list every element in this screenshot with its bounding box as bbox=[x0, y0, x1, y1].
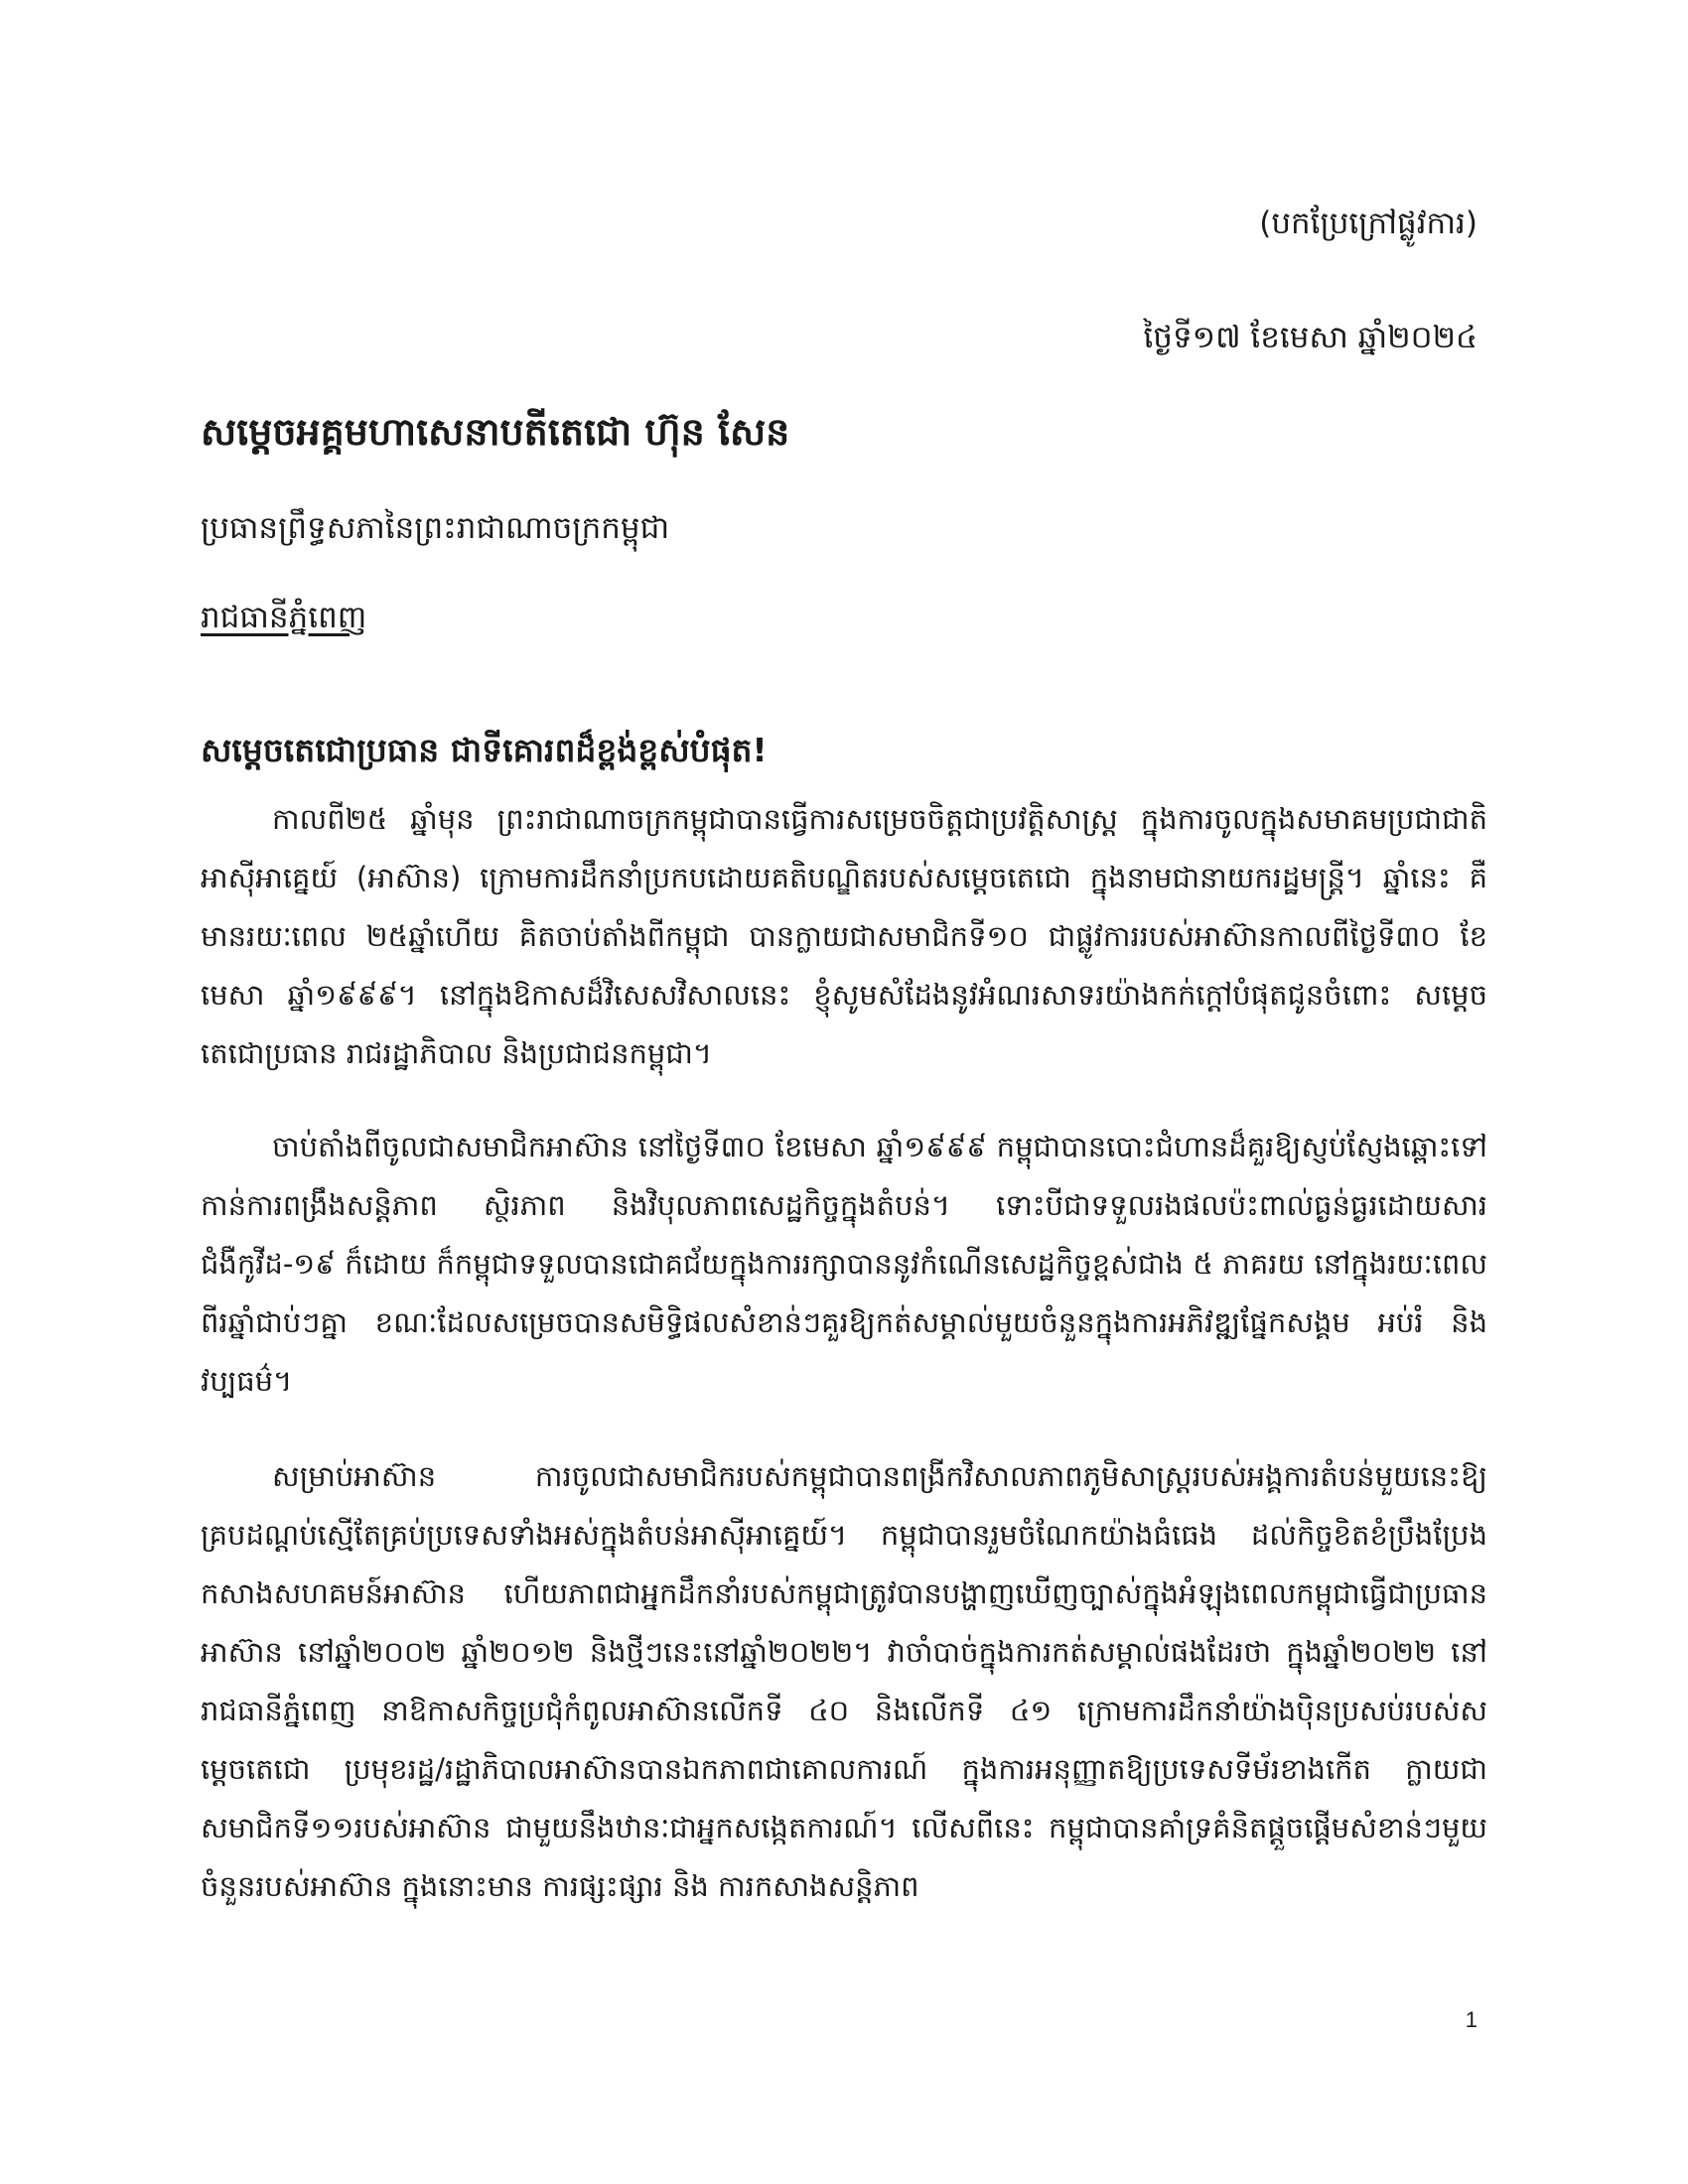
translation-note: (បកប្រែក្រៅផ្លូវការ) bbox=[1259, 205, 1477, 241]
body-paragraph-2: ចាប់តាំងពីចូលជាសមាជិកអាស៊ាន នៅថ្ងៃទី៣០ ខែមេសា ឆ្នាំ១៩៩៩ កម្ពុជាបានបោះជំហានដ៏គួរឱ្យស្ញប់ស្ញែងឆ្ពោះទៅកាន់ការពង្រឹងសន្តិភាព ស្ថិរភាព និងវិបុលភាពសេដ្ឋកិច្ចក្នុងតំបន់។ ទោះបីជាទទួលរងផលប៉ះពាល់ធ្ងន់ធ្ងរដោយសារជំងឺកូវីដ-១៩ ក៏ដោយ ក៏កម្ពុជាទទួលបានជោគជ័យក្នុងការរក្សាបាននូវកំណើនសេដ្ឋកិច្ចខ្ពស់ជាង ៥ ភាគរយ នៅក្នុងរយៈពេលពីរឆ្នាំជាប់ៗគ្នា ខណៈដែលសម្រេចបានសមិទ្ធិផលសំខាន់ៗគួរឱ្យកត់សម្គាល់មួយចំនួនក្នុងការអភិវឌ្ឍផ្នែកសង្គម អប់រំ និងវប្បធម៌។ bbox=[201, 1130, 1487, 1398]
recipient-location: រាជធានីភ្នំពេញ bbox=[201, 600, 367, 635]
body-paragraph-3: សម្រាប់អាស៊ាន ការចូលជាសមាជិករបស់កម្ពុជាបានពង្រីកវិសាលភាពភូមិសាស្ត្ររបស់អង្គការតំបន់មួយនេះឱ្យគ្របដណ្តប់ស្មើតែគ្រប់ប្រទេសទាំងអស់ក្នុងតំបន់អាស៊ីអាគ្នេយ៍។ កម្ពុជាបានរួមចំណែកយ៉ាងធំធេង ដល់កិច្ចខិតខំប្រឹងប្រែងកសាងសហគមន៍អាស៊ាន ហើយភាពជាអ្នកដឹកនាំរបស់កម្ពុជាត្រូវបានបង្ហាញឃើញច្បាស់ក្នុងអំឡុងពេលកម្ពុជាធ្វើជាប្រធានអាស៊ាន នៅឆ្នាំ២០០២ ឆ្នាំ២០១២ និងថ្មីៗនេះនៅឆ្នាំ២០២២។ វាចាំបាច់ក្នុងការកត់សម្គាល់ផងដែរថា ក្នុងឆ្នាំ២០២២ នៅរាជធានីភ្នំពេញ នាឱកាសកិច្ចប្រជុំកំពូលអាស៊ានលើកទី ៤០ និងលើកទី ៤១ ក្រោមការដឹកនាំយ៉ាងប៉ិនប្រសប់របស់សម្តេចតេជោ ប្រមុខរដ្ឋ/រដ្ឋាភិបាលអាស៊ានបានឯកភាពជាគោលការណ៍ ក្នុងការអនុញ្ញាតឱ្យប្រទេសទីម័រខាងកើត ក្លាយជាសមាជិកទី១១របស់អាស៊ាន ជាមួយនឹងឋានៈជាអ្នកសង្កេតការណ៍។ លើសពីនេះ កម្ពុជាបានគាំទ្រគំនិតផ្តួចផ្តើមសំខាន់ៗមួយចំនួនរបស់អាស៊ាន ក្នុងនោះមាន ការផ្សះផ្សារ និង ការកសាងសន្តិភាព bbox=[201, 1459, 1487, 1903]
body-paragraph-1: កាលពី២៥ ឆ្នាំមុន ព្រះរាជាណាចក្រកម្ពុជាបានធ្វើការសម្រេចចិត្តជាប្រវត្តិសាស្ត្រ ក្នុងការចូលក្នុងសមាគមប្រជាជាតិអាស៊ីអាគ្នេយ៍ (អាស៊ាន) ក្រោមការដឹកនាំប្រកបដោយគតិបណ្ឌិតរបស់សម្តេចតេជោ ក្នុងនាមជានាយករដ្ឋមន្ត្រី។ ឆ្នាំនេះ គឺមានរយៈពេល ២៥ឆ្នាំហើយ គិតចាប់តាំងពីកម្ពុជា បានក្លាយជាសមាជិកទី១០ ជាផ្លូវការរបស់អាស៊ានកាលពីថ្ងៃទី៣០ ខែមេសា ឆ្នាំ១៩៩៩។ នៅក្នុងឱកាសដ៏វិសេសវិសាលនេះ ខ្ញុំសូមសំដែងនូវអំណរសាទរយ៉ាងកក់ក្តៅបំផុតជូនចំពោះ សម្តេចតេជោប្រធាន រាជរដ្ឋាភិបាល និងប្រជាជនកម្ពុជា។ bbox=[201, 802, 1487, 1070]
page-number: 1 bbox=[1465, 2007, 1477, 2032]
letter-date: ថ្ងៃទី១៧ ខែមេសា ឆ្នាំ២០២៤ bbox=[1143, 320, 1477, 355]
salutation: សម្តេចតេជោប្រធាន ជាទីគោរពដ៏ខ្ពង់ខ្ពស់បំផុត! bbox=[201, 731, 768, 769]
recipient-name: សម្តេចអគ្គមហាសេនាបតីតេជោ ហ៊ុន សែន bbox=[201, 410, 790, 454]
recipient-title: ប្រធានព្រឹទ្ធសភានៃព្រះរាជាណាចក្រកម្ពុជា bbox=[201, 510, 670, 546]
